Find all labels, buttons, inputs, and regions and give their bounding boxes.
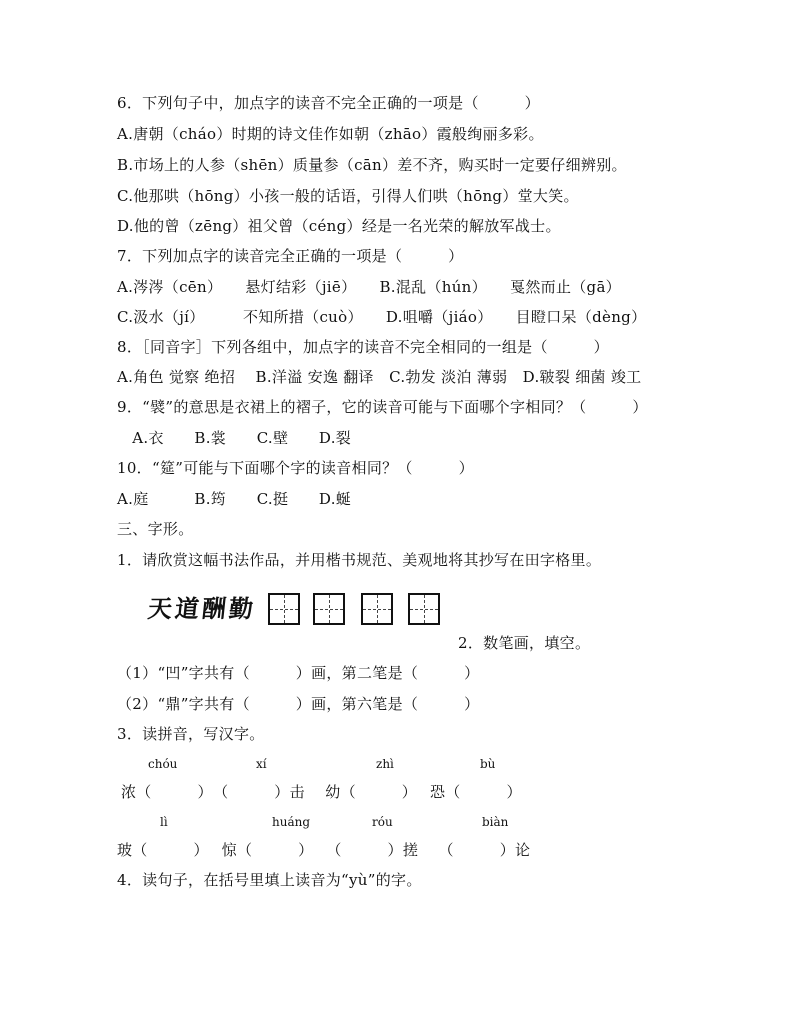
pinyin-label: bù <box>480 757 496 771</box>
tianzige-box-3[interactable] <box>361 593 393 625</box>
pinyin-label: biàn <box>482 815 509 829</box>
pinyin-label: róu <box>372 815 393 829</box>
s3-q4-heading: 4．读句子，在括号里填上读音为“yù”的字。 <box>117 871 422 889</box>
s3-q1-text: 1．请欣赏这幅书法作品，并用楷书规范、美观地将其抄写在田字格里。 <box>117 551 602 569</box>
q7-stem: 7．下列加点字的读音完全正确的一项是（ ） <box>117 247 464 265</box>
pinyin-label: xí <box>256 757 267 771</box>
pinyin-label: chóu <box>148 757 178 771</box>
section-three-heading: 三、字形。 <box>117 520 194 538</box>
s3-q3-chars-row2: 玻（ ） 惊（ ） （ ）搓 （ ）论 <box>117 841 531 859</box>
q6-option-d: D.他的曾（zēng）祖父曾（céng）经是一名光荣的解放军战士。 <box>117 217 561 235</box>
pinyin-label: lì <box>160 815 168 829</box>
q9-stem: 9．“襞”的意思是衣裙上的褶子，它的读音可能与下面哪个字相同？（ ） <box>117 398 648 416</box>
q6-option-b: B.市场上的人参（shēn）质量参（cān）差不齐，购买时一定要仔细辨别。 <box>117 156 627 174</box>
s3-q2-heading: 2．数笔画，填空。 <box>458 634 591 652</box>
q8-stem: 8．［同音字］下列各组中，加点字的读音不完全相同的一组是（ ） <box>117 338 609 356</box>
s3-q2-item1: （1）“凹”字共有（ ）画，第二笔是（ ） <box>117 664 480 682</box>
q7-options-row2: C.汲水（jí） 不知所措（cuò） D.咀嚼（jiáo） 目瞪口呆（dèng） <box>117 308 647 326</box>
tianzige-box-1[interactable] <box>268 593 300 625</box>
q6-option-c: C.他那哄（hōng）小孩一般的话语，引得人们哄（hōng）堂大笑。 <box>117 187 579 205</box>
pinyin-label: zhì <box>376 757 394 771</box>
pinyin-label: huáng <box>272 815 311 829</box>
tianzige-box-2[interactable] <box>313 593 345 625</box>
q7-options-row1: A.涔涔（cēn） 悬灯结彩（jiē） B.混乱（hún） 戛然而止（gā） <box>117 278 621 296</box>
calligraphy-artwork: 天道酬勤 <box>146 594 258 623</box>
tianzige-box-4[interactable] <box>408 593 440 625</box>
s3-q3-chars-row1: 浓（ ） （ ）击 幼（ ） 恐（ ） <box>121 783 522 801</box>
q6-stem: 6．下列句子中，加点字的读音不完全正确的一项是（ ） <box>117 94 540 112</box>
s3-q2-item2: （2）“鼎”字共有（ ）画，第六笔是（ ） <box>117 695 480 713</box>
s3-q3-heading: 3．读拼音，写汉字。 <box>117 725 265 743</box>
q8-options: A.角色 觉察 绝招 B.洋溢 安逸 翻译 C.勃发 淡泊 薄弱 D.皲裂 细菌 竣工 <box>117 368 642 386</box>
q10-stem: 10．“筵”可能与下面哪个字的读音相同？（ ） <box>117 459 474 477</box>
q10-options: A.庭 B.筠 C.挺 D.蜒 <box>117 490 352 508</box>
q6-option-a: A.唐朝（cháo）时期的诗文佳作如朝（zhāo）霞般绚丽多彩。 <box>117 125 544 143</box>
q9-options: A.衣 B.裳 C.壁 D.裂 <box>117 429 352 447</box>
